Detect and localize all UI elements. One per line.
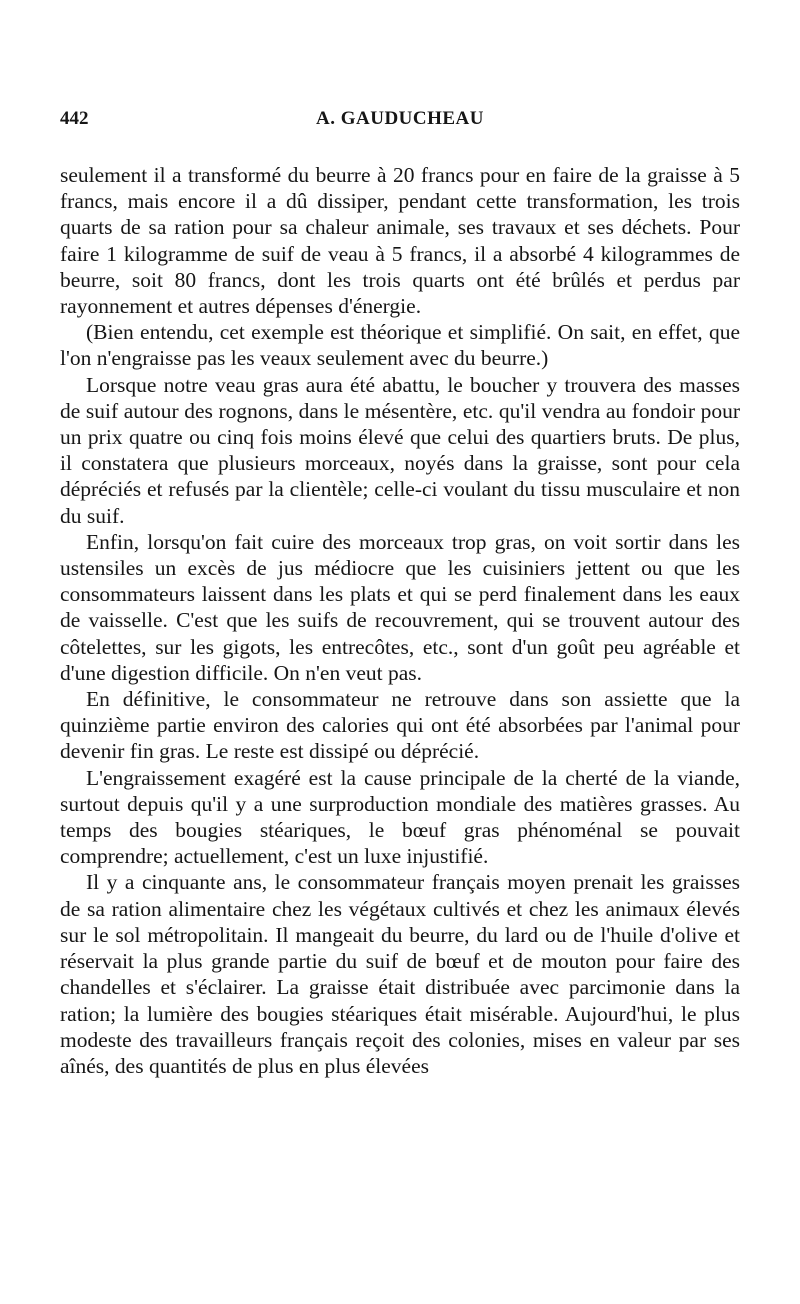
paragraph-butcher: Lorsque notre veau gras aura été abattu, le boucher y trouvera des masses de suif autour des rognons, dans le mésentère, etc. qu'il vendra au fondoir pour un prix quatre ou cinq fois moins élevé que celui des quartiers bruts. De plus, il constatera que plusieurs morceaux, noyés dans la graisse, sont pour cela dépréciés et refusés par la clientèle; celle-ci voulant du tissu musculaire et non du suif. (60, 372, 740, 528)
running-header (60, 108, 740, 138)
paragraph-definitive: En définitive, le consommateur ne retrouve dans son assiette que la quinzième partie environ des calories qui ont été absorbées par l'animal pour devenir fin gras. Le reste est dissipé ou déprécié. (60, 687, 740, 764)
paragraph-continued: seulement il a transformé du beurre à 20 francs pour en faire de la graisse à 5 francs, mais encore il a dû dissiper, pendant cette transformation, les trois quarts de sa ration pour sa chaleur animale, ses travaux et ses déchets. Pour faire 1 kilogramme de suif de veau à 5 francs, il a absorbé 4 kilogrammes de beurre, soit 80 francs, dont les trois quarts ont été brûlés et perdus par rayonnement et autres dépenses d'énergie. (60, 163, 740, 319)
book-page (60, 108, 740, 1079)
paragraph-cooking: Enfin, lorsqu'on fait cuire des morceaux trop gras, on voit sortir dans les ustensiles un excès de jus médiocre que les cuisiniers jettent ou que les consommateurs laissent dans les plats et qui se perd finalement dans les eaux de vaisselle. C'est que les suifs de recouvrement, qui se trouvent autour des côtelettes, sur les gigots, les entrecôtes, etc., sont d'un goût peu agréable et d'une digestion difficile. On n'en veut pas. (60, 529, 740, 685)
paragraph-parenthetical-note: (Bien entendu, cet exemple est théorique et simplifié. On sait, en effet, que l'on n'engraisse pas les veaux seulement avec du beurre.) (60, 320, 740, 371)
paragraph-fattening: L'engraissement exagéré est la cause principale de la cherté de la viande, surtout depuis qu'il y a une surproduction mondiale des matières grasses. Au temps des bougies stéariques, le bœuf gras phénoménal se pouvait comprendre; actuellement, c'est un luxe injustifié. (60, 765, 740, 869)
running-head-author: A. GAUDUCHEAU (316, 108, 484, 129)
paragraph-fifty-years: Il y a cinquante ans, le consommateur français moyen prenait les graisses de sa ration alimentaire chez les végétaux cultivés et chez les animaux élevés sur le sol métropolitain. Il mangeait du beurre, du lard ou de l'huile d'olive et réservait la plus grande partie du suif de bœuf et de mouton pour faire des chandelles et s'éclairer. La graisse était distribuée avec parcimonie dans la ration; la lumière des bougies stéariques était misérable. Aujourd'hui, le plus modeste des travailleurs français reçoit des colonies, mises en valeur par ses aînés, des quantités de plus en plus élevées (60, 870, 740, 1078)
page-number: 442 (60, 108, 89, 129)
